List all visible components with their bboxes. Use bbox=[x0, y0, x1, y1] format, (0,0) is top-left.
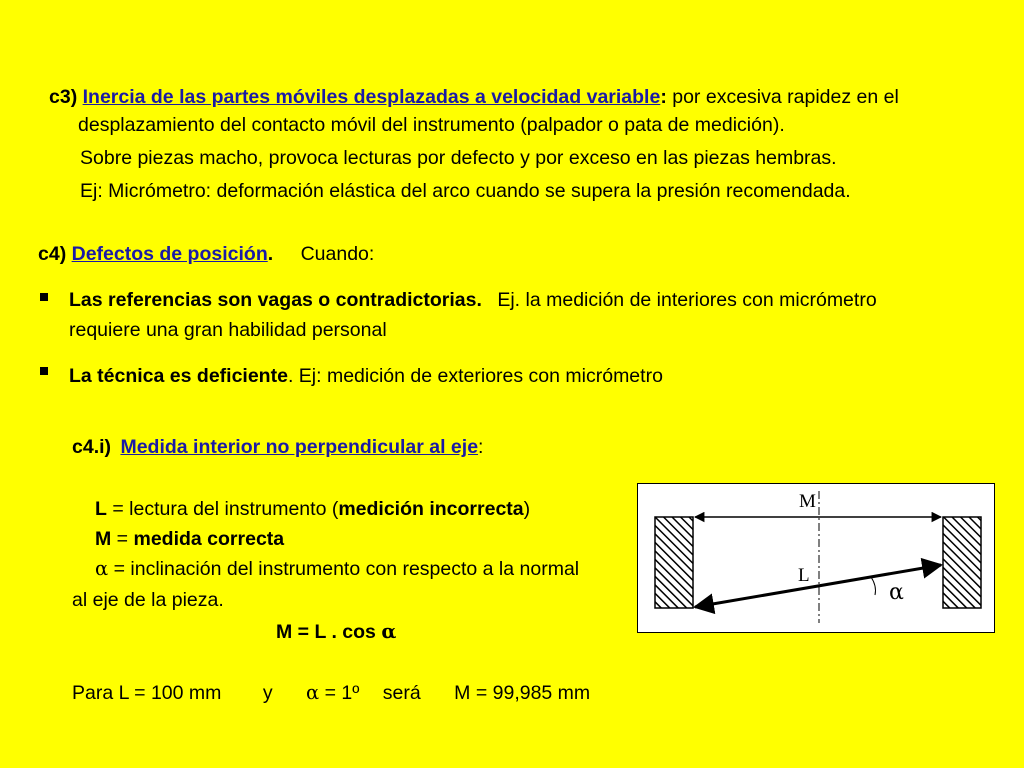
bullet-icon bbox=[40, 367, 48, 375]
def-L: L = lectura del instrumento (medición incorrecta) bbox=[95, 498, 531, 520]
left-wall bbox=[655, 517, 693, 608]
def-M: M = medida correcta bbox=[95, 528, 285, 550]
c4-heading: c4) Defectos de posición. Cuando: bbox=[38, 243, 375, 265]
bullet-2-bold: La técnica es deficiente bbox=[69, 365, 288, 387]
alpha-symbol: α bbox=[95, 557, 109, 580]
bullet-1-line-2: requiere una gran habilidad personal bbox=[69, 319, 387, 341]
label-L: L bbox=[798, 565, 810, 586]
example: Para L = 100 mm y α = 1º será M = 99,985 mm bbox=[72, 681, 591, 704]
bullet-1-text: Ej. la medición de interiores con micrómetro bbox=[497, 289, 877, 311]
def-alpha-line-2: al eje de la pieza. bbox=[72, 589, 224, 611]
c4-label: c4) bbox=[38, 243, 67, 265]
def-alpha: α = inclinación del instrumento con respecto a la normal bbox=[95, 557, 580, 580]
bullet-1 bbox=[69, 288, 877, 312]
c3-line-4: Ej: Micrómetro: deformación elástica del arco cuando se supera la presión recomendada. bbox=[80, 180, 851, 202]
c3-link[interactable]: Inercia de las partes móviles desplazadas a velocidad variable bbox=[82, 86, 661, 108]
measurement-diagram bbox=[637, 483, 995, 633]
bullet-2 bbox=[69, 364, 663, 388]
example-result: M = 99,985 mm bbox=[454, 682, 591, 704]
c4i-heading: c4.i) Medida interior no perpendicular al eje: bbox=[72, 436, 484, 458]
bullet-icon bbox=[40, 293, 48, 301]
label-M: M bbox=[799, 491, 816, 512]
label-alpha: α bbox=[889, 580, 904, 605]
c4i-label: c4.i) bbox=[72, 436, 112, 458]
c4i-link[interactable]: Medida interior no perpendicular al eje bbox=[120, 436, 479, 458]
example-part1: Para L = 100 mm bbox=[72, 682, 222, 704]
c4-link[interactable]: Defectos de posición bbox=[71, 243, 268, 265]
c3-text-1: por excesiva rapidez en el bbox=[666, 86, 899, 108]
bullet-2-text: . Ej: medición de exteriores con micrómetro bbox=[287, 365, 663, 387]
formula: M = L . cos α bbox=[276, 620, 397, 643]
right-wall bbox=[943, 517, 981, 608]
bullet-1-bold: Las referencias son vagas o contradictorias. bbox=[69, 289, 482, 311]
c4-text: Cuando: bbox=[300, 243, 375, 265]
c3-line-3: Sobre piezas macho, provoca lecturas por defecto y por exceso en las piezas hembras. bbox=[80, 147, 837, 169]
c3-line-2: desplazamiento del contacto móvil del instrumento (palpador o pata de medición). bbox=[78, 114, 785, 136]
c3-line-1: c3) Inercia de las partes móviles desplazadas a velocidad variable: por excesiva rapidez en el bbox=[49, 86, 899, 108]
c3-label: c3) bbox=[49, 86, 78, 108]
